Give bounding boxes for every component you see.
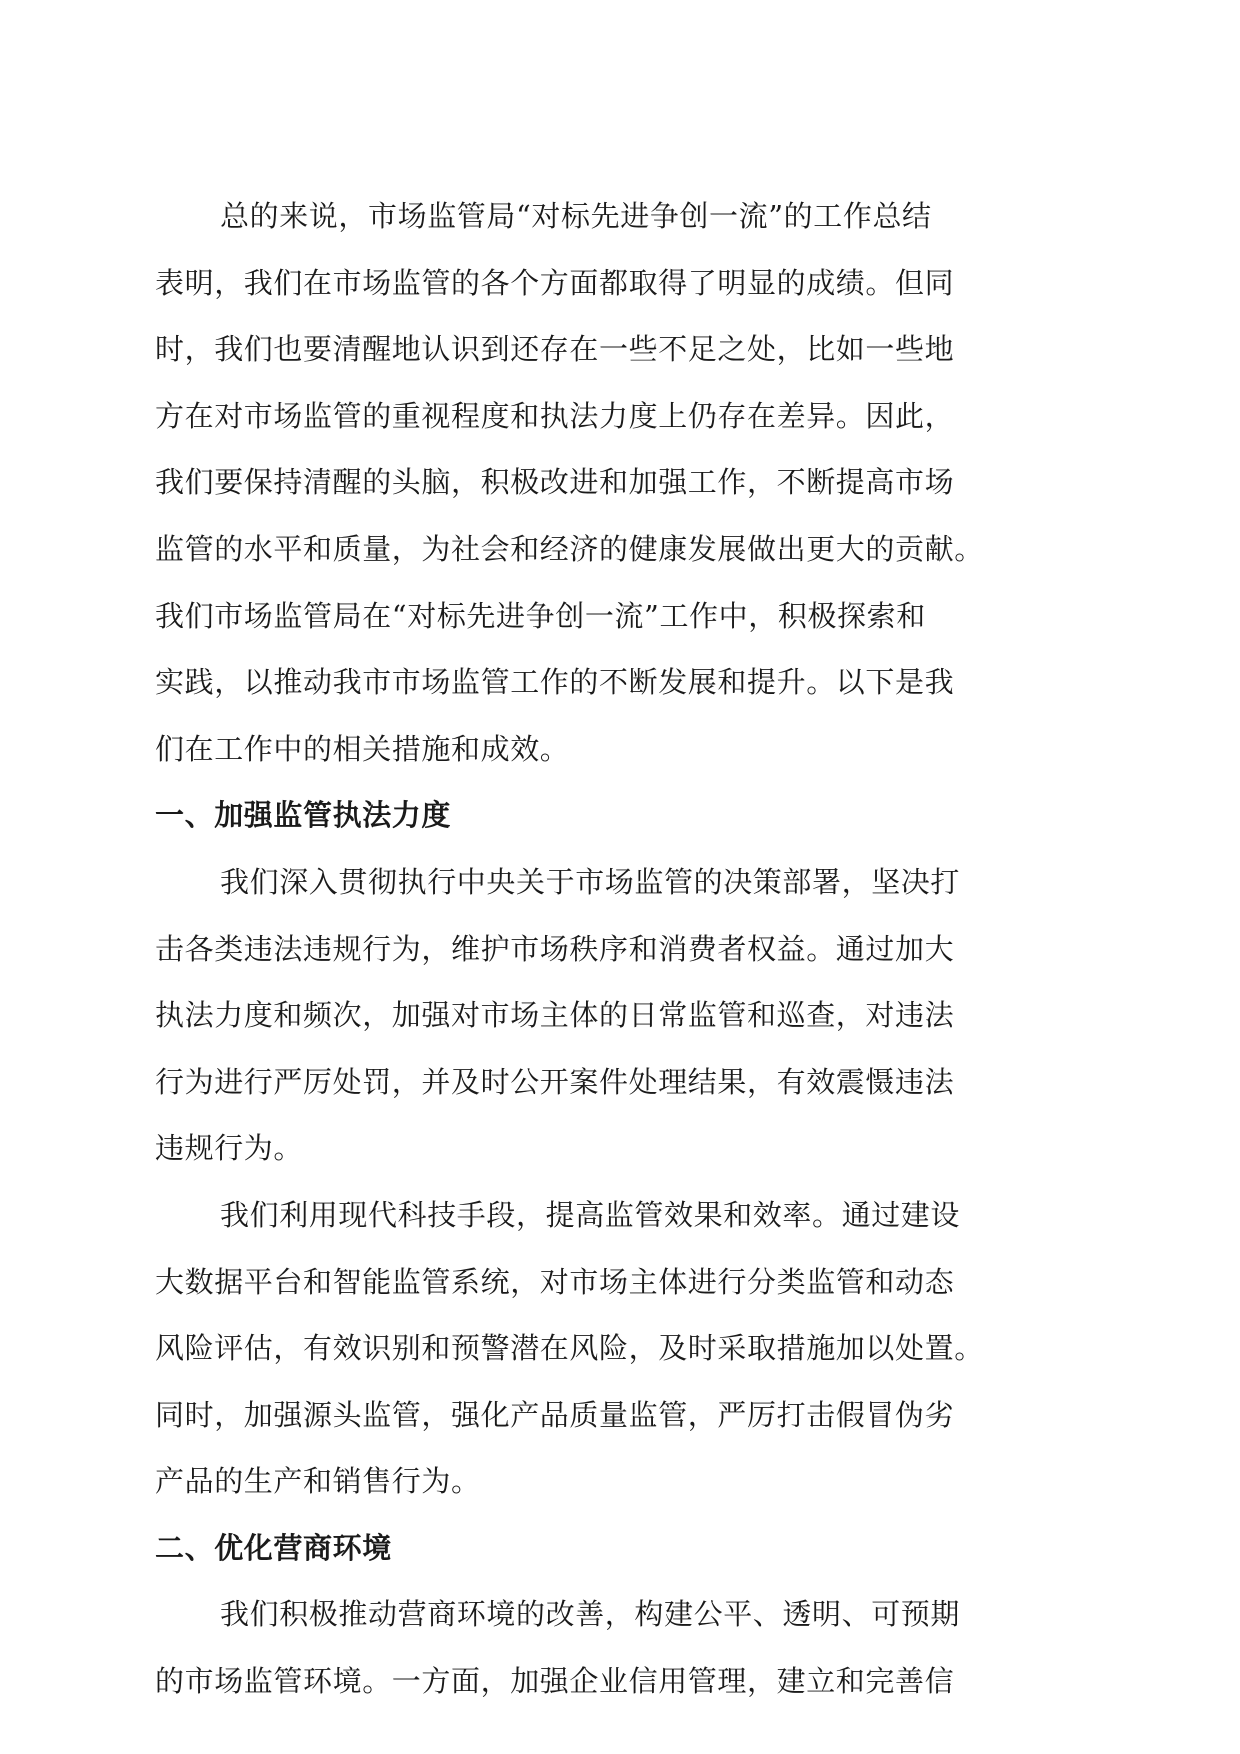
text-line: 实践，以推动我市市场监管工作的不断发展和提升。以下是我 (155, 665, 955, 700)
paragraph-enforcement (155, 849, 1065, 1182)
text-line: 违规行为。 (155, 1131, 304, 1166)
text-line: 我们利用现代科技手段，提高监管效果和效率。通过建设 (220, 1197, 961, 1232)
text-line: 我们市场监管局在“对标先进争创一流”工作中，积极探索和 (155, 598, 926, 633)
text-line: 表明，我们在市场监管的各个方面都取得了明显的成绩。但同 (155, 265, 955, 300)
paragraph-summary (155, 183, 1065, 782)
text-line: 执法力度和频次，加强对市场主体的日常监管和巡查，对违法 (155, 998, 955, 1033)
text-line: 监管的水平和质量，为社会和经济的健康发展做出更大的贡献。 (155, 531, 984, 566)
section-heading-2: 二、优化营商环境 (155, 1530, 392, 1565)
text-line: 击各类违法违规行为，维护市场秩序和消费者权益。通过加大 (155, 931, 955, 966)
text-line: 我们积极推动营商环境的改善，构建公平、透明、可预期 (220, 1597, 961, 1632)
text-line: 风险评估，有效识别和预警潜在风险，及时采取措施加以处置。 (155, 1331, 984, 1366)
text-line: 我们深入贯彻执行中央关于市场监管的决策部署，坚决打 (220, 864, 961, 899)
text-line: 们在工作中的相关措施和成效。 (155, 731, 570, 766)
text-line: 行为进行严厉处罚，并及时公开案件处理结果，有效震慑违法 (155, 1064, 955, 1099)
text-line: 同时，加强源头监管，强化产品质量监管，严厉打击假冒伪劣 (155, 1397, 955, 1432)
text-line: 产品的生产和销售行为。 (155, 1464, 481, 1499)
paragraph-technology (155, 1182, 1065, 1515)
text-line: 方在对市场监管的重视程度和执法力度上仍存在差异。因此， (155, 398, 955, 433)
document-body (155, 183, 1065, 1715)
text-line: 总的来说，市场监管局“对标先进争创一流”的工作总结 (220, 199, 932, 233)
text-line: 的市场监管环境。一方面，加强企业信用管理，建立和完善信 (155, 1664, 955, 1699)
paragraph-business-environment (155, 1581, 1065, 1714)
text-line: 大数据平台和智能监管系统，对市场主体进行分类监管和动态 (155, 1264, 955, 1299)
section-heading-1: 一、加强监管执法力度 (155, 798, 452, 833)
text-line: 我们要保持清醒的头脑，积极改进和加强工作，不断提高市场 (155, 465, 955, 500)
text-line: 时，我们也要清醒地认识到还存在一些不足之处，比如一些地 (155, 332, 955, 367)
